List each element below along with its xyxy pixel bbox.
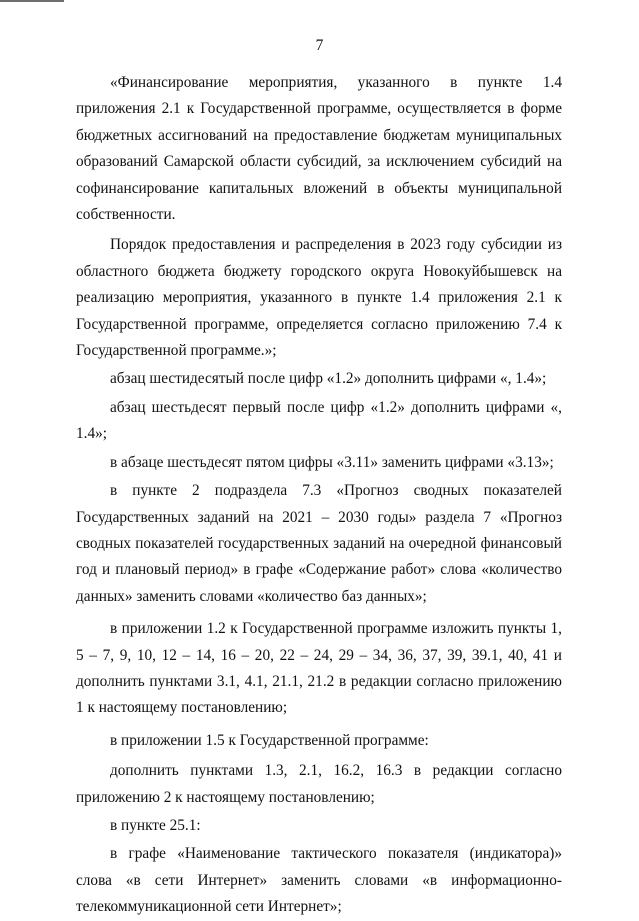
- paragraph-financing: «Финансирование мероприятия, указанного в пункте 1.4 приложения 2.1 к Государственной программе, осуществляется в форме бюджетных ассигнований на предоставление бюджетам муниципальных образований Самарской области субсидий, за исключением субсидий на софинансирование капитальных вложений в объекты муниципальной собственности.: [76, 74, 562, 224]
- paragraph-add-items: дополнить пунктами 1.3, 2.1, 16.2, 16.3 в редакции согласно приложению 2 к настоящему постановлению;: [76, 762, 562, 806]
- page-number: 7: [315, 37, 324, 54]
- paragraph-column-name: в графе «Наименование тактического показателя (индикатора)» слова «в сети Интернет» заменить словами «в информационно-телекоммуникационной сети Интернет»;: [76, 845, 562, 916]
- paragraph-sixty-fifth: в абзаце шестьдесят пятом цифры «3.11» заменить цифрами «3.13»;: [110, 453, 554, 471]
- scan-edge-mark: [0, 0, 64, 2]
- paragraph-sixtieth: абзац шестидесятый после цифр «1.2» дополнить цифрами «, 1.4»;: [110, 370, 547, 388]
- paragraph-appendix-1-5: в приложении 1.5 к Государственной программе:: [110, 731, 429, 749]
- paragraph-sixty-first: абзац шестьдесят первый после цифр «1.2» дополнить цифрами «, 1.4»;: [76, 398, 562, 443]
- paragraph-appendix-1-2: в приложении 1.2 к Государственной программе изложить пункты 1, 5 – 7, 9, 10, 12 – 14, 16 – 20, 22 – 24, 29 – 34, 36, 37, 39, 39.1, 40, 41 и дополнить пунктами 3.1, 4.1, 21.1, 21.2 в редакции согласно приложению 1 к настоящему постановлению;: [76, 620, 562, 717]
- paragraph-subsidy-procedure: Порядок предоставления и распределения в 2023 году субсидии из областного бюджета бюджету городского округа Новокуйбышевск на реализацию мероприятия, указанного в пункте 1.4 приложения 2.1 к Государственной программе, определяется согласно приложению 7.4 к Государственной программе.»;: [76, 236, 562, 360]
- paragraph-subsection-7-3: в пункте 2 подраздела 7.3 «Прогноз сводных показателей Государственных заданий на 2021 – 2030 годы» раздела 7 «Прогноз сводных показателей государственных заданий на очередной финансовый год и плановый период» в графе «Содержание работ» слова «количество данных» заменить словами «количество баз данных»;: [76, 482, 562, 605]
- paragraph-item-25-1: в пункте 25.1:: [110, 816, 201, 834]
- body-text: [76, 70, 562, 921]
